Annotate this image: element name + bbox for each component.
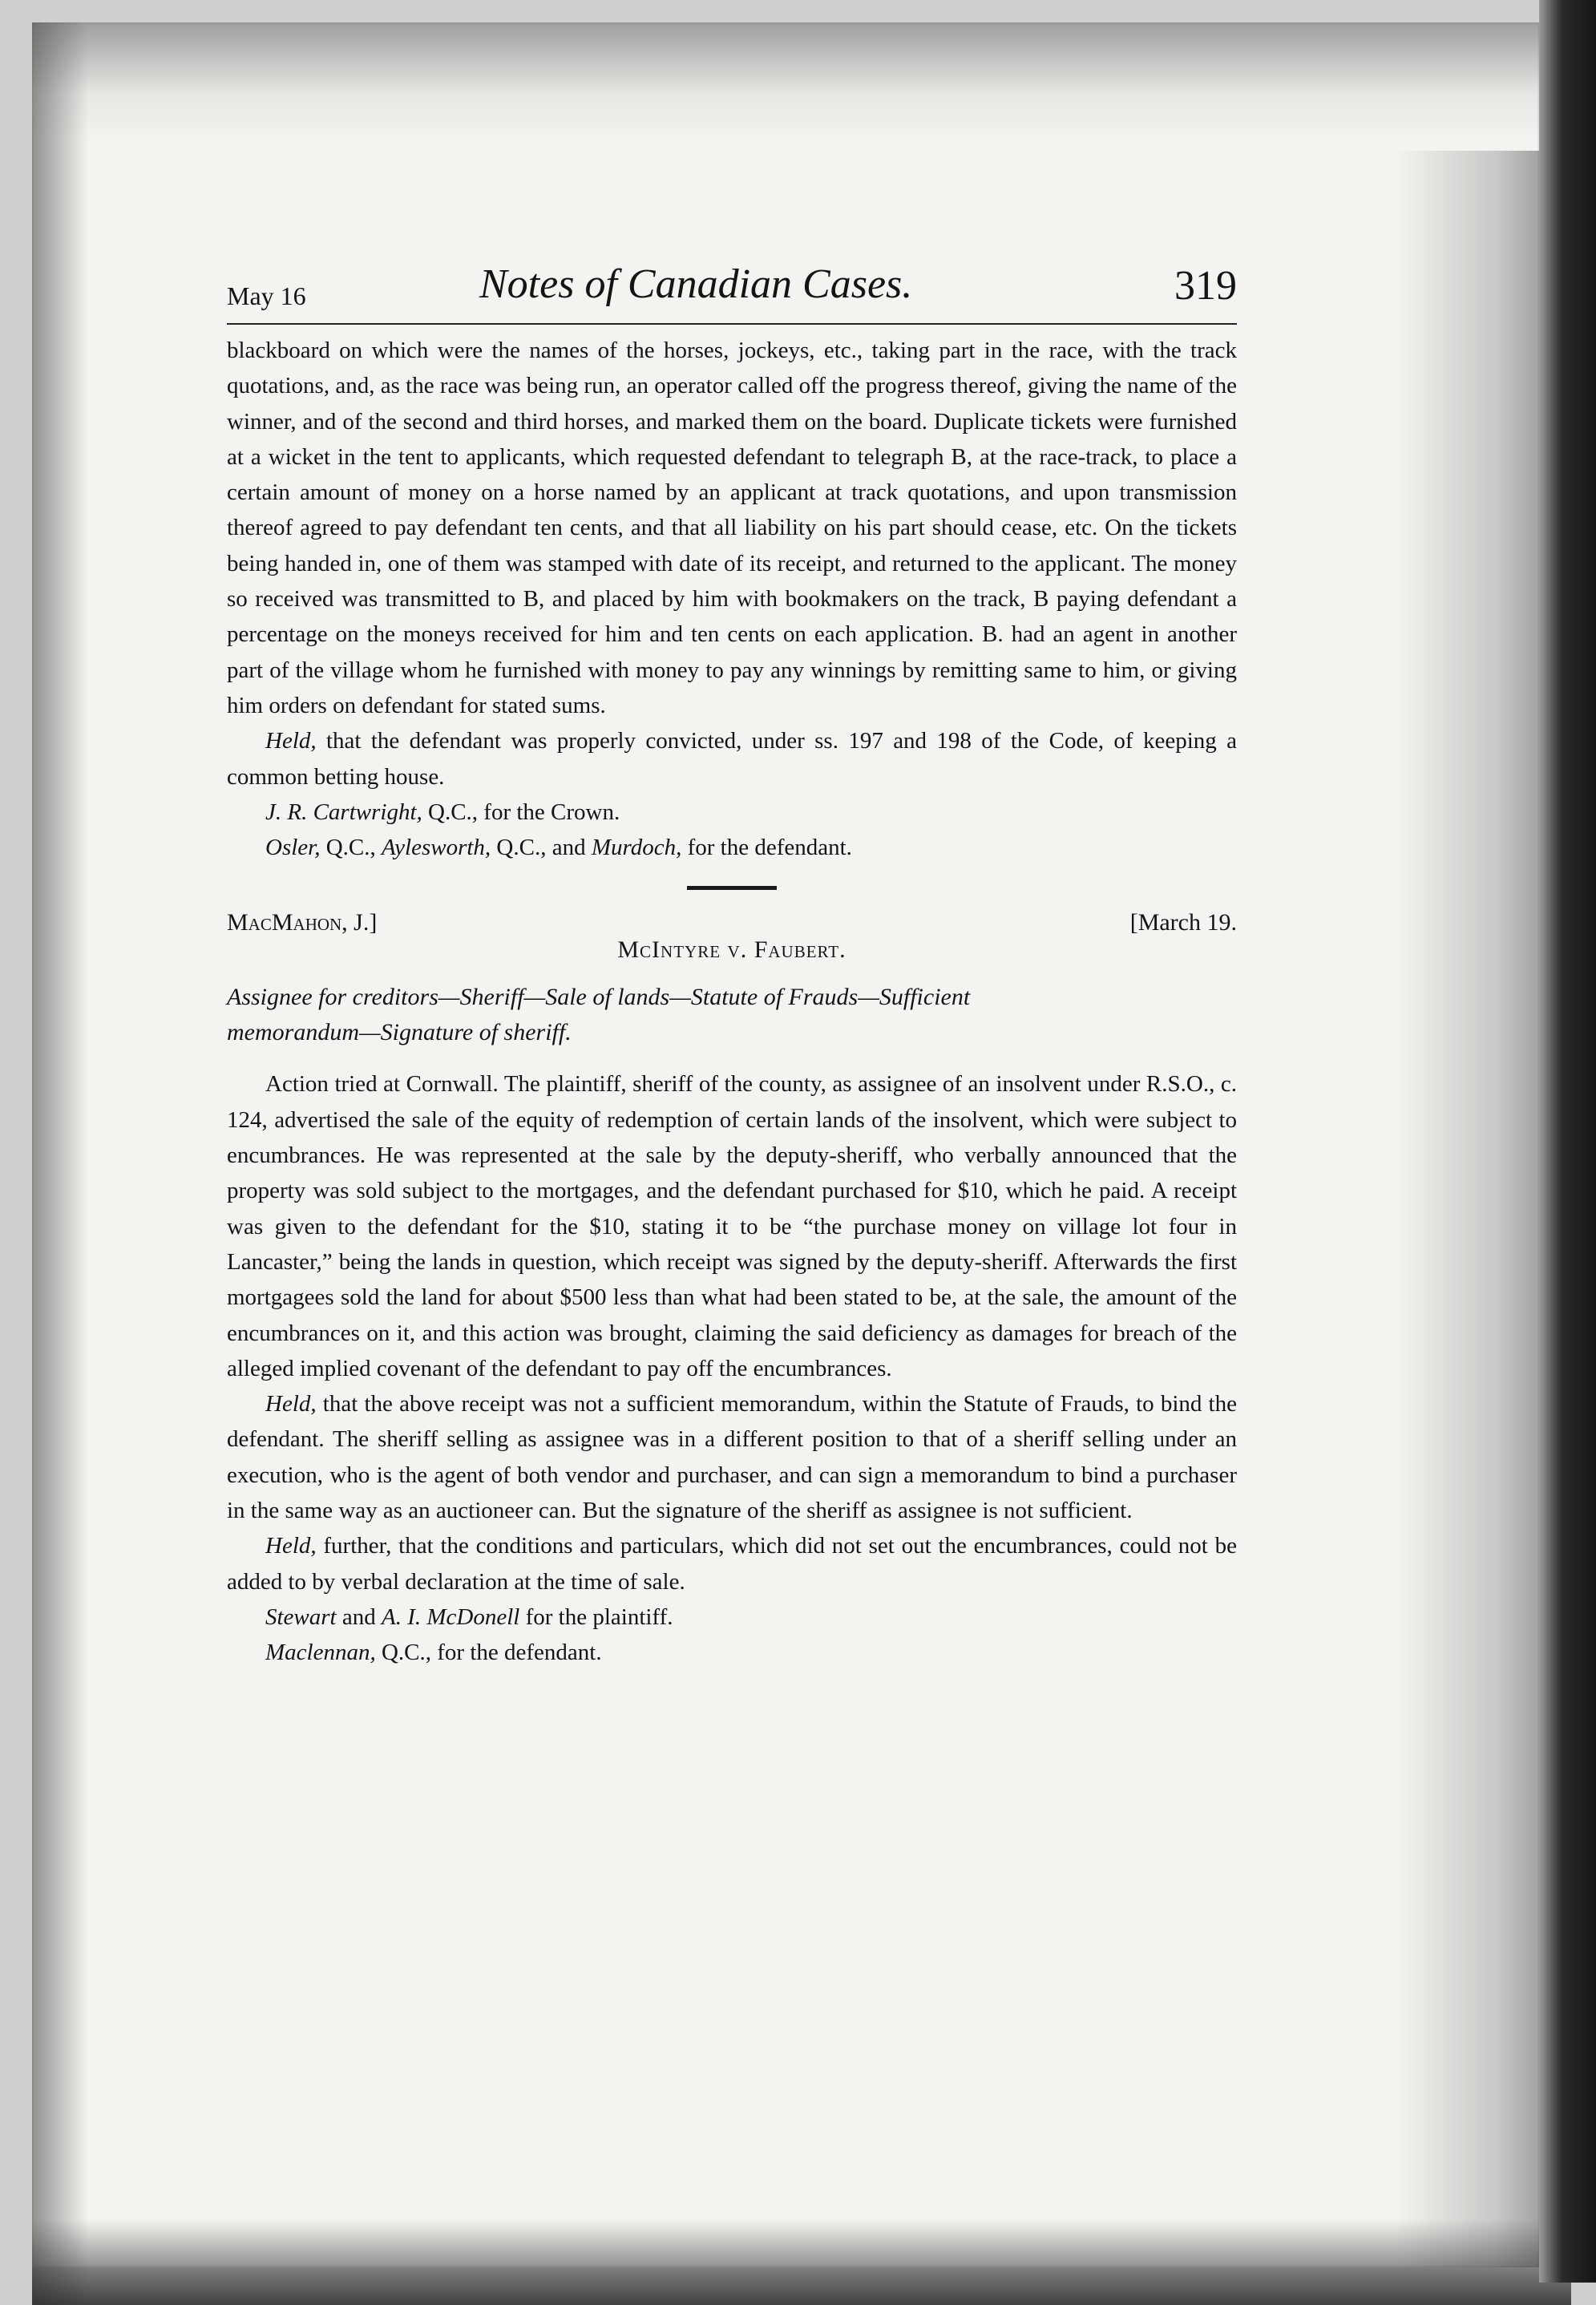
case-two-heading xyxy=(227,909,1237,973)
book-spine-edge xyxy=(1539,0,1596,2283)
scan-shadow-right xyxy=(1395,151,1563,2267)
case-two-facts: Action tried at Cornwall. The plaintiff, sheriff of the county, as assignee of an insolvent under R.S.O., c. 124, advertised the sale of the equity of redemption of certain lands of the insolvent, which were subject to encumbrances. He was represented at the sale by the deputy-sheriff, who verbally announced that the property was sold subject to the mortgages, and the defendant purchased for $10, which he paid. A receipt was given to the defendant for the $10, stating it to be “the purchase money on village lot four in Lancaster,” being the lands in question, which receipt was signed by the deputy-sheriff. Afterwards the first mortgagees sold the land for about $500 less than what had been stated to be, at the sale, the amount of the encumbrances on it, and this action was brought, claiming the said deficiency as damages for breach of the alleged implied covenant of the defendant to pay off the encumbrances. xyxy=(227,1071,1237,1381)
case-two-counsel-plaintiff xyxy=(227,1599,1237,1635)
running-head-title: Notes of Canadian Cases. xyxy=(479,261,913,307)
held-label: Held, xyxy=(265,728,317,754)
counsel-name: Maclennan, xyxy=(265,1640,376,1666)
held-label: Held, xyxy=(265,1391,317,1417)
counsel-sep: and xyxy=(336,1603,382,1630)
case-one-held xyxy=(227,723,1237,795)
scan-shadow-left xyxy=(32,22,88,2305)
counsel-role: for the plaintiff. xyxy=(519,1603,673,1630)
held-text: further, that the conditions and particulars, which did not set out the encumbrances, could not be added to by verbal declaration at the time of sale. xyxy=(227,1533,1237,1595)
case-two-counsel-defendant xyxy=(227,1635,1237,1670)
scan-shadow-top xyxy=(32,22,1571,143)
section-divider xyxy=(687,886,777,890)
page-content xyxy=(227,251,1237,1671)
case-one-facts: blackboard on which were the names of the horses, jockeys, etc., taking part in the race, with the track quotations, and, as the race was being run, an operator called off the progress thereof, giving the name of the winner, and of the second and third horses, and marked them on the board. Duplicate tickets were furnished at a wicket in the tent to applicants, which requested defendant to telegraph B, at the race-track, to place a certain amount of money on a horse named by an applicant at track quotations, and upon transmission thereof agreed to pay defendant ten cents, and that all liability on his part should cease, etc. On the tickets being handed in, one of them was stamped with date of its receipt, and returned to the applicant. The money so received was transmitted to B, and placed by him with bookmakers on the track, B paying defendant a percentage on the moneys received for him and ten cents on each application. B. had an agent in another part of the village whom he furnished with money to pay any winnings by remitting same to him, or giving him orders on defendant for stated sums. xyxy=(227,338,1237,718)
counsel-sep: Q.C., xyxy=(320,835,382,861)
counsel-sep: Q.C., and xyxy=(491,835,592,861)
counsel-name: Osler, xyxy=(265,835,321,861)
scan-shadow-bottom xyxy=(32,2219,1571,2305)
running-head xyxy=(227,251,1237,325)
headnote-line: memorandum—Signature of sheriff. xyxy=(227,1019,572,1046)
case-two-headnote xyxy=(227,980,1237,1050)
case-two-held-two xyxy=(227,1528,1237,1599)
page-number: 319 xyxy=(1174,263,1237,309)
counsel-role: for the defendant. xyxy=(681,835,852,861)
running-head-date: May 16 xyxy=(227,281,306,310)
case-two xyxy=(227,1066,1237,1670)
counsel-name: Stewart xyxy=(265,1603,337,1630)
case-two-held-one xyxy=(227,1386,1237,1528)
held-text: that the above receipt was not a sufficient memorandum, within the Statute of Frauds, to bind the defendant. The sheriff selling as assignee was in a different position to that of a sheriff selling under an execution, who is the agent of both vendor and purchaser, and can sign a memorandum to bind a purchaser in the same way as an auctioneer can. But the signature of the sheriff as assignee is not sufficient. xyxy=(227,1391,1237,1524)
case-name: McIntyre v. Faubert. xyxy=(617,936,846,964)
counsel-role: Q.C., for the Crown. xyxy=(422,799,620,825)
case-one-counsel-defendant xyxy=(227,830,1237,865)
counsel-name: Aylesworth, xyxy=(382,835,491,861)
counsel-name: Murdoch, xyxy=(591,835,682,861)
headnote-line: Assignee for creditors—Sheriff—Sale of lands—Statute of Frauds—Sufficient xyxy=(227,984,971,1011)
counsel-name: A. I. McDonell xyxy=(382,1603,520,1630)
held-text: that the defendant was properly convicted, under ss. 197 and 198 of the Code, of keeping a common betting house. xyxy=(227,728,1237,790)
counsel-role: Q.C., for the defendant. xyxy=(375,1640,602,1666)
decision-date: [March 19. xyxy=(1129,909,1237,936)
judge: MacMahon, J.] xyxy=(227,909,378,936)
scanned-page xyxy=(32,22,1539,2267)
case-one-counsel-crown xyxy=(227,795,1237,830)
case-one xyxy=(227,333,1237,865)
counsel-name: J. R. Cartwright, xyxy=(265,799,422,825)
held-label: Held, xyxy=(265,1533,317,1559)
